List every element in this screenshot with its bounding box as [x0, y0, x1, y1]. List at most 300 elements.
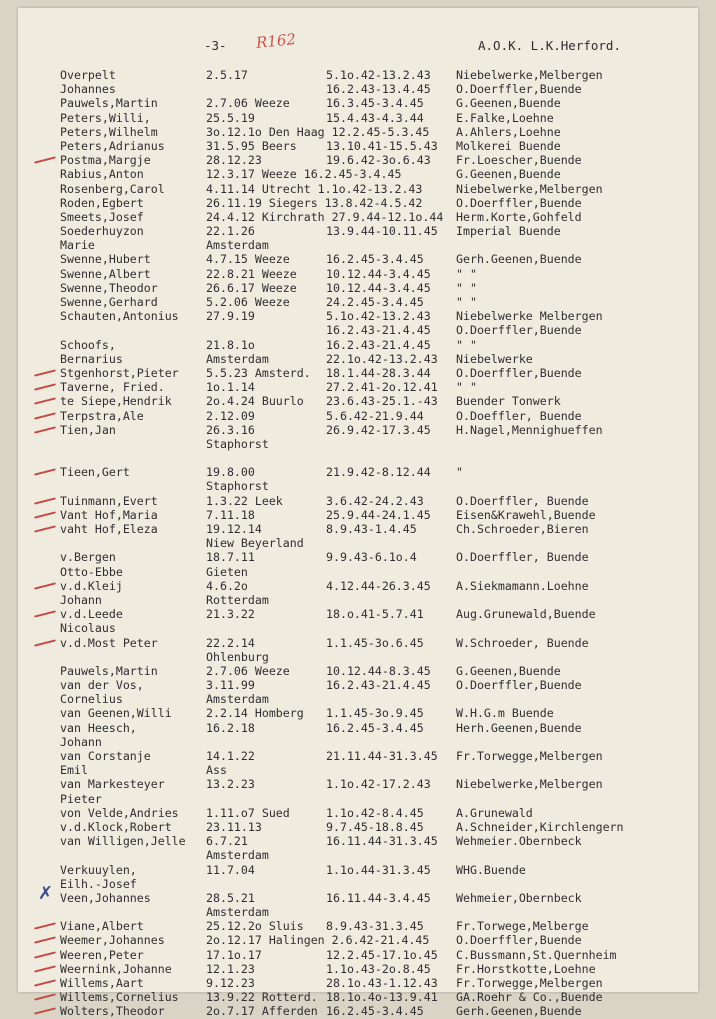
- employment-period: 1.1o.44-31.3.45: [326, 862, 431, 877]
- record-row: [60, 550, 690, 564]
- worker-name: vaht Hof,Eleza: [60, 522, 158, 536]
- record-row: [60, 281, 690, 295]
- employment-period: 26.9.42-17.3.45: [326, 422, 431, 437]
- employment-period: 16.2.45-3.4.45: [326, 252, 424, 267]
- worker-name: Swenne,Gerhard: [60, 295, 158, 309]
- worker-name: Taverne, Fried.: [60, 380, 165, 395]
- record-row: [60, 82, 690, 96]
- record-row: [60, 976, 690, 990]
- record-list: [38, 68, 690, 1019]
- employer: Molkerei Buende: [456, 138, 561, 153]
- red-pencil-mark: [34, 525, 56, 532]
- red-pencil-mark: [34, 511, 56, 518]
- record-row: [60, 295, 690, 309]
- employment-period: 5.1o.42-13.2.43: [326, 309, 431, 324]
- record-row: [60, 706, 690, 720]
- worker-name: Willems,Cornelius: [60, 990, 179, 1005]
- birth-info: 24.4.12 Kirchrath 27.9.44-12.1o.44: [206, 209, 444, 224]
- birth-info: 13.9.22 Rotterd.: [206, 990, 318, 1005]
- birth-info: 6.7.21: [206, 834, 248, 849]
- record-row: [60, 125, 690, 139]
- birth-info: 21.3.22: [206, 607, 255, 622]
- employer: O.Doerffler,Buende: [456, 82, 582, 97]
- employer: A.Siekmamann.Loehne: [456, 578, 589, 593]
- birth-info: 1o.1.14: [206, 380, 255, 395]
- employer: Fr.Torwegge,Melbergen: [456, 976, 603, 990]
- employer: Niebelwerke,Melbergen: [456, 68, 603, 82]
- worker-name: Roden,Egbert: [60, 195, 144, 210]
- worker-name: Stgenhorst,Pieter: [60, 365, 179, 380]
- record-row: [60, 338, 690, 352]
- record-row: [60, 919, 690, 933]
- birth-info: 9.12.23: [206, 976, 255, 990]
- birth-info: 14.1.22: [206, 749, 255, 763]
- record-row: [60, 948, 690, 962]
- record-row: [60, 437, 690, 451]
- record-row: [60, 366, 690, 380]
- worker-name: Weernink,Johanne: [60, 961, 172, 976]
- employer: Gerh.Geenen,Buende: [456, 252, 582, 267]
- worker-name: Rabius,Anton: [60, 167, 144, 182]
- employment-period: 15.4.43-4.3.44: [326, 110, 424, 125]
- record-row: [60, 167, 690, 181]
- birth-info: 22.1.26: [206, 224, 255, 239]
- red-pencil-mark: [34, 979, 56, 986]
- worker-name: Emil: [60, 763, 88, 778]
- record-row: [60, 68, 690, 82]
- red-pencil-mark: [34, 156, 56, 163]
- worker-name: Willems,Aart: [60, 976, 144, 990]
- record-row: [60, 607, 690, 621]
- employer: WHG.Buende: [456, 862, 526, 877]
- birth-info: 19.8.00: [206, 465, 255, 480]
- record-row: [60, 380, 690, 394]
- record-row: [60, 792, 690, 806]
- handwritten-stamp: R162: [255, 29, 297, 53]
- employment-period: 18.o.41-5.7.41: [326, 607, 424, 622]
- employment-period: 16.2.43-21.4.45: [326, 337, 431, 352]
- birth-info: 2o.12.17 Halingen 2.6.42-21.4.45: [206, 933, 430, 948]
- employer: A.Grunewald: [456, 805, 533, 820]
- document-page: [18, 8, 698, 1019]
- birth-info: 28.12.23: [206, 153, 262, 168]
- employment-period: 25.9.44-24.1.45: [326, 507, 431, 522]
- worker-name: Tien,Jan: [60, 422, 116, 437]
- worker-name: Bernarius: [60, 351, 123, 366]
- employment-period: 18.1.44-28.3.44: [326, 365, 431, 380]
- worker-name: van Geenen,Willi: [60, 706, 172, 721]
- record-row: [60, 877, 690, 891]
- employment-period: 18.1o.4o-13.9.41: [326, 990, 438, 1005]
- record-row: [60, 721, 690, 735]
- employment-period: 4.12.44-26.3.45: [326, 578, 431, 593]
- employer: Herh.Geenen,Buende: [456, 720, 582, 735]
- record-row: [60, 863, 690, 877]
- employment-period: 3.6.42-24.2.43: [326, 493, 424, 508]
- birth-info: 25.5.19: [206, 110, 255, 125]
- employer: O.Doerffler,Buende: [456, 678, 582, 693]
- record-row: [60, 678, 690, 692]
- birth-info: Amsterdam: [206, 351, 269, 366]
- record-row: [60, 508, 690, 522]
- employer: " ": [456, 280, 477, 295]
- employer: Niebelwerke Melbergen: [456, 309, 603, 324]
- employment-period: 23.6.43-25.1.-43: [326, 394, 438, 409]
- employer: C.Bussmann,St.Quernheim: [456, 947, 617, 962]
- worker-name: Pauwels,Martin: [60, 96, 158, 111]
- record-row: [60, 252, 690, 266]
- birth-info: Amsterdam: [206, 848, 269, 863]
- worker-name: Postma,Margje: [60, 153, 151, 168]
- employment-period: 5.1o.42-13.2.43: [326, 68, 431, 82]
- birth-info: 5.5.23 Amsterd.: [206, 365, 311, 380]
- employer: E.Falke,Loehne: [456, 110, 554, 125]
- employer: " ": [456, 380, 477, 395]
- record-row: [60, 806, 690, 820]
- employment-period: 22.1o.42-13.2.43: [326, 351, 438, 366]
- record-row: [60, 522, 690, 536]
- worker-name: Tieen,Gert: [60, 465, 130, 480]
- worker-name: Smeets,Josef: [60, 209, 144, 224]
- employment-period: 10.12.44-3.4.45: [326, 280, 431, 295]
- employer: W.H.G.m Buende: [456, 706, 554, 721]
- employment-period: 24.2.45-3.4.45: [326, 295, 424, 309]
- cross-mark-icon: ✗: [38, 882, 54, 904]
- birth-info: 2.7.06 Weeze: [206, 663, 290, 678]
- record-row: [60, 196, 690, 210]
- employer: O.Doerffler,Buende: [456, 365, 582, 380]
- record-row: [60, 536, 690, 550]
- birth-info: 3o.12.1o Den Haag 12.2.45-5.3.45: [206, 124, 430, 139]
- red-pencil-mark: [34, 469, 56, 476]
- birth-info: 5.2.06 Weeze: [206, 295, 290, 309]
- employment-period: 8.9.43-1.4.45: [326, 522, 417, 536]
- record-row: [60, 465, 690, 479]
- employer: O.Doerffler,Buende: [456, 323, 582, 338]
- birth-info: 2o.7.17 Afferden: [206, 1004, 318, 1019]
- birth-info: 16.2.18: [206, 720, 255, 735]
- employment-period: 21.9.42-8.12.44: [326, 465, 431, 480]
- birth-info: 1.11.o7 Sued: [206, 805, 290, 820]
- birth-info: 2.2.14 Homberg: [206, 706, 304, 721]
- employer: Buender Tonwerk: [456, 394, 561, 409]
- red-pencil-mark: [34, 369, 56, 376]
- birth-info: 18.7.11: [206, 550, 255, 565]
- employer: G.Geenen,Buende: [456, 663, 561, 678]
- red-pencil-mark: [34, 1008, 56, 1015]
- employment-period: 10.12.44-8.3.45: [326, 663, 431, 678]
- employer: A.Ahlers,Loehne: [456, 124, 561, 139]
- red-pencil-mark: [34, 610, 56, 617]
- employment-period: 16.2.45-3.4.45: [326, 720, 424, 735]
- record-row: [60, 820, 690, 834]
- worker-name: Eilh.-Josef: [60, 876, 137, 891]
- worker-name: Johann: [60, 592, 102, 607]
- record-row: [60, 309, 690, 323]
- birth-info: 17.1o.17: [206, 947, 262, 962]
- employment-period: 16.2.43-21.4.45: [326, 678, 431, 693]
- employment-period: 5.6.42-21.9.44: [326, 408, 424, 423]
- birth-info: 7.11.18: [206, 507, 255, 522]
- birth-info: Staphorst: [206, 436, 269, 451]
- employment-period: 1.1.45-3o.9.45: [326, 706, 424, 721]
- record-row: [60, 735, 690, 749]
- record-row: [60, 267, 690, 281]
- employer: W.Schroeder, Buende: [456, 635, 589, 650]
- worker-name: Nicolaus: [60, 621, 116, 636]
- employment-period: 9.7.45-18.8.45: [326, 819, 424, 834]
- employment-period: 9.9.43-6.1o.4: [326, 550, 417, 565]
- birth-info: 13.2.23: [206, 777, 255, 792]
- record-row: [60, 238, 690, 252]
- record-row: [60, 224, 690, 238]
- employer: Niebelwerke: [456, 351, 533, 366]
- worker-name: Peters,Wilhelm: [60, 124, 158, 139]
- birth-info: 26.11.19 Siegers 13.8.42-4.5.42: [206, 195, 423, 210]
- worker-name: Schoofs,: [60, 337, 116, 352]
- record-row: [60, 664, 690, 678]
- employer: Gerh.Geenen,Buende: [456, 1004, 582, 1019]
- record-row: [60, 352, 690, 366]
- red-pencil-mark: [34, 951, 56, 958]
- record-row: [60, 479, 690, 493]
- employer: Aug.Grunewald,Buende: [456, 607, 596, 622]
- worker-name: v.d.Most Peter: [60, 635, 158, 650]
- birth-info: 2o.4.24 Buurlo: [206, 394, 304, 409]
- birth-info: Staphorst: [206, 479, 269, 494]
- worker-name: v.d.Klock,Robert: [60, 819, 172, 834]
- worker-name: te Siepe,Hendrik: [60, 394, 172, 409]
- worker-name: Swenne,Albert: [60, 266, 151, 281]
- employment-period: 21.11.44-31.3.45: [326, 749, 438, 763]
- page-number: -3-: [204, 38, 227, 53]
- employer: A.Schneider,Kirchlengern: [456, 819, 624, 834]
- birth-info: Amsterdam: [206, 238, 269, 253]
- record-row: [60, 692, 690, 706]
- worker-name: Veen,Johannes: [60, 890, 151, 905]
- employer: Imperial Buende: [456, 224, 561, 239]
- employer: G.Geenen,Buende: [456, 167, 561, 182]
- record-row: [60, 593, 690, 607]
- employment-period: 10.12.44-3.4.45: [326, 266, 431, 281]
- record-row: [60, 962, 690, 976]
- record-row: [60, 905, 690, 919]
- birth-info: 26.6.17 Weeze: [206, 280, 297, 295]
- worker-name: Vant Hof,Maria: [60, 507, 158, 522]
- employment-period: 16.2.43-13.4.45: [326, 82, 431, 97]
- employer: " ": [456, 295, 477, 309]
- employer: " ": [456, 266, 477, 281]
- employer: Fr.Torwege,Melberge: [456, 919, 589, 934]
- employer: " ": [456, 337, 477, 352]
- worker-name: van der Vos,: [60, 678, 144, 693]
- employer: Ch.Schroeder,Bieren: [456, 522, 589, 536]
- employment-period: 16.11.44-31.3.45: [326, 834, 438, 849]
- employer: O.Doerffler,Buende: [456, 195, 582, 210]
- birth-info: 28.5.21: [206, 890, 255, 905]
- birth-info: 4.11.14 Utrecht 1.1o.42-13.2.43: [206, 181, 423, 196]
- worker-name: von Velde,Andries: [60, 805, 179, 820]
- employer: Niebelwerke,Melbergen: [456, 777, 603, 792]
- employment-period: 1.1o.42-8.4.45: [326, 805, 424, 820]
- birth-info: Amsterdam: [206, 905, 269, 920]
- birth-info: Rotterdam: [206, 592, 269, 607]
- birth-info: 11.7.04: [206, 862, 255, 877]
- worker-name: Weemer,Johannes: [60, 933, 165, 948]
- birth-info: 2.5.17: [206, 68, 248, 82]
- record-row: [60, 749, 690, 763]
- record-row: [60, 96, 690, 110]
- red-pencil-mark: [34, 383, 56, 390]
- worker-name: Tuinmann,Evert: [60, 493, 158, 508]
- record-row: [60, 323, 690, 337]
- record-row: [60, 777, 690, 791]
- worker-name: Schauten,Antonius: [60, 309, 179, 324]
- birth-info: Amsterdam: [206, 692, 269, 707]
- red-pencil-mark: [34, 923, 56, 930]
- worker-name: van Heesch,: [60, 720, 137, 735]
- birth-info: 1.3.22 Leek: [206, 493, 283, 508]
- employment-period: 27.2.41-2o.12.41: [326, 380, 438, 395]
- record-row: [60, 650, 690, 664]
- birth-info: 12.1.23: [206, 961, 255, 976]
- employment-period: 13.10.41-15.5.43: [326, 138, 438, 153]
- employment-period: 16.2.43-21.4.45: [326, 323, 431, 338]
- birth-info: 21.8.1o: [206, 337, 255, 352]
- record-row: [60, 990, 690, 1004]
- employment-period: 16.3.45-3.4.45: [326, 96, 424, 111]
- worker-name: Marie: [60, 238, 95, 253]
- record-row: [60, 494, 690, 508]
- worker-name: Johann: [60, 734, 102, 749]
- birth-info: 31.5.95 Beers: [206, 138, 297, 153]
- birth-info: 22.2.14: [206, 635, 255, 650]
- employment-period: 1.1o.43-2o.8.45: [326, 961, 431, 976]
- record-row: [60, 111, 690, 125]
- birth-info: 2.12.09: [206, 408, 255, 423]
- worker-name: Wolters,Theodor: [60, 1004, 165, 1019]
- employer: Niebelwerke,Melbergen: [456, 181, 603, 196]
- red-pencil-mark: [34, 497, 56, 504]
- record-row: [60, 210, 690, 224]
- employment-period: 28.1o.43-1.12.43: [326, 976, 438, 990]
- birth-info: 4.7.15 Weeze: [206, 252, 290, 267]
- worker-name: Peters,Adrianus: [60, 138, 165, 153]
- birth-info: 12.3.17 Weeze 16.2.45-3.4.45: [206, 167, 402, 182]
- birth-info: 22.8.21 Weeze: [206, 266, 297, 281]
- employer: Wehmeier.Obernbeck: [456, 834, 582, 849]
- red-pencil-mark: [34, 994, 56, 1001]
- birth-info: 25.12.2o Sluis: [206, 919, 304, 934]
- record-row: [60, 636, 690, 650]
- birth-info: 3.11.99: [206, 678, 255, 693]
- employer: Herm.Korte,Gohfeld: [456, 209, 582, 224]
- page-header: [18, 29, 698, 58]
- employment-period: 1.1o.42-17.2.43: [326, 777, 431, 792]
- birth-info: 26.3.16: [206, 422, 255, 437]
- employer: O.Doerffler,Buende: [456, 933, 582, 948]
- record-row: [60, 182, 690, 196]
- worker-name: Weeren,Peter: [60, 947, 144, 962]
- employment-period: 16.11.44-3.4.45: [326, 890, 431, 905]
- red-pencil-mark: [34, 639, 56, 646]
- worker-name: Overpelt: [60, 68, 116, 82]
- worker-name: Peters,Willi,: [60, 110, 151, 125]
- red-pencil-mark: [34, 582, 56, 589]
- employer: Fr.Torwegge,Melbergen: [456, 749, 603, 763]
- worker-name: v.d.Kleij: [60, 578, 123, 593]
- record-row: [60, 848, 690, 862]
- record-row: [60, 579, 690, 593]
- record-row: [60, 834, 690, 848]
- worker-name: Pieter: [60, 791, 102, 806]
- worker-name: Johannes: [60, 82, 116, 97]
- red-pencil-mark: [34, 412, 56, 419]
- employer: Wehmeier,Obernbeck: [456, 890, 582, 905]
- record-row: [60, 565, 690, 579]
- birth-info: 19.12.14: [206, 522, 262, 536]
- record-row: [60, 1004, 690, 1018]
- employer: Fr.Horstkotte,Loehne: [456, 961, 596, 976]
- employer: Fr.Loescher,Buende: [456, 153, 582, 168]
- office-heading: A.O.K. L.K.Herford.: [478, 38, 621, 53]
- record-row: [60, 451, 690, 465]
- worker-name: Pauwels,Martin: [60, 663, 158, 678]
- worker-name: van Markesteyer: [60, 777, 165, 792]
- worker-name: v.d.Leede: [60, 607, 123, 622]
- worker-name: Verkuuylen,: [60, 862, 137, 877]
- birth-info: 4.6.2o: [206, 578, 248, 593]
- record-row: [60, 621, 690, 635]
- birth-info: 23.11.13: [206, 819, 262, 834]
- worker-name: Otto-Ebbe: [60, 564, 123, 579]
- employment-period: 19.6.42-3o.6.43: [326, 153, 431, 168]
- record-row: [60, 394, 690, 408]
- employer: H.Nagel,Mennighueffen: [456, 422, 603, 437]
- red-pencil-mark: [34, 398, 56, 405]
- worker-name: Rosenberg,Carol: [60, 181, 165, 196]
- record-row: [60, 423, 690, 437]
- employment-period: 13.9.44-10.11.45: [326, 224, 438, 239]
- worker-name: Soederhuyzon: [60, 224, 144, 239]
- employer: Eisen&Krawehl,Buende: [456, 507, 596, 522]
- worker-name: v.Bergen: [60, 550, 116, 565]
- worker-name: Swenne,Theodor: [60, 280, 158, 295]
- birth-info: Gieten: [206, 564, 248, 579]
- employer: ": [456, 465, 463, 480]
- birth-info: 27.9.19: [206, 309, 255, 324]
- employment-period: 12.2.45-17.1o.45: [326, 947, 438, 962]
- worker-name: Terpstra,Ale: [60, 408, 144, 423]
- red-pencil-mark: [34, 937, 56, 944]
- record-row: [60, 933, 690, 947]
- employer: O.Doeffler, Buende: [456, 408, 582, 423]
- worker-name: Viane,Albert: [60, 919, 144, 934]
- employer: O.Doerffler, Buende: [456, 550, 589, 565]
- employer: GA.Roehr & Co.,Buende: [456, 990, 603, 1005]
- employment-period: 1.1.45-3o.6.45: [326, 635, 424, 650]
- record-row: [60, 409, 690, 423]
- employment-period: 16.2.45-3.4.45: [326, 1004, 424, 1019]
- worker-name: van Willigen,Jelle: [60, 834, 186, 849]
- employer: O.Doerffler, Buende: [456, 493, 589, 508]
- birth-info: Niew Beyerland: [206, 536, 304, 551]
- birth-info: 2.7.06 Weeze: [206, 96, 290, 111]
- red-pencil-mark: [34, 965, 56, 972]
- worker-name: van Corstanje: [60, 749, 151, 763]
- record-row: [60, 153, 690, 167]
- employer: G.Geenen,Buende: [456, 96, 561, 111]
